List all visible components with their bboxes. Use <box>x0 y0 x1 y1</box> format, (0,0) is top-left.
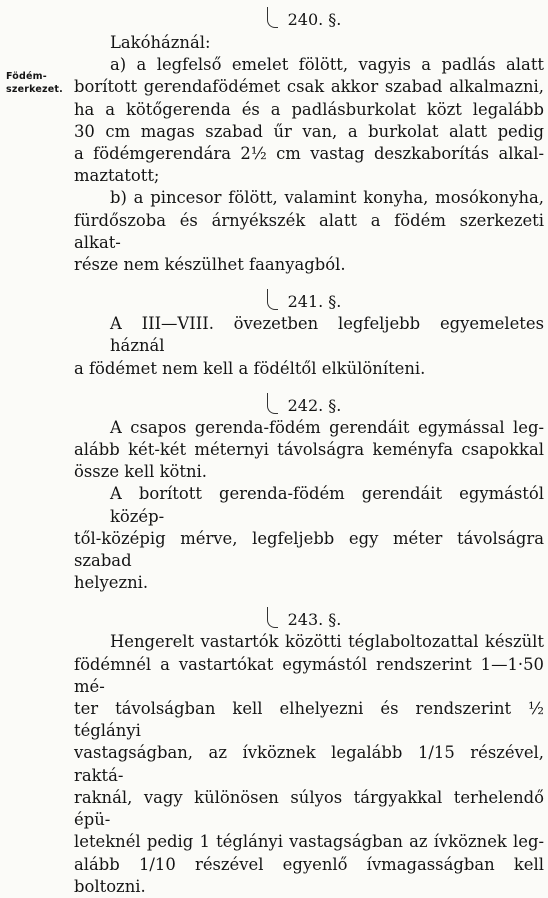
paragraph-line: től-középig mérve, legfeljebb egy méter távolságra szabad <box>74 528 544 571</box>
paragraph-line: alább 1/10 részével egyenlő ívmagasságban kell boltozni. <box>74 854 544 896</box>
paragraph-line: a) a legfelső emelet fölött, vagyis a padlás alatt <box>110 55 544 75</box>
paragraph-line: b) a pincesor fölött, valamint konyha, mosókonyha, <box>110 188 544 208</box>
paragraph-line: borított gerendafödémet csak akkor szabad alkalmazni, <box>74 77 544 97</box>
paragraph-line: födémnél a vastartókat egymástól rendszerint 1—1·50 mé- <box>74 654 544 696</box>
paragraph-line: A borított gerenda-födém gerendáit egymástól közép- <box>110 484 544 526</box>
paragraph-line: 30 cm magas szabad űr van, a burkolat alatt pedig <box>74 121 544 141</box>
section-heading-240 <box>74 4 544 29</box>
section-heading-text: 241. §. <box>287 292 342 312</box>
paragraph-line: A csapos gerenda-födém gerendáit egymással leg- <box>110 417 544 437</box>
section-heading-text: 240. §. <box>287 10 342 29</box>
paragraph-line: alább két-két méternyi távolságra keményfa csapokkal <box>74 440 544 460</box>
paragraph-line: A III—VIII. övezetben legfeljebb egyemeletes háznál <box>110 314 544 356</box>
paragraph-line: raknál, vagy különösen súlyos tárgyakkal terhelendő épü- <box>74 787 544 830</box>
section-heading-text: 242. §. <box>287 395 342 415</box>
paragraph-line: a födémgerendára 2½ cm vastag deszkaborítás alkal- <box>74 144 544 164</box>
section-heading-243 <box>74 604 544 630</box>
paragraph-line: vastagságban, az ívköznek legalább 1/15 részével, raktá- <box>74 743 544 785</box>
document-page <box>74 0 544 898</box>
paragraph-line: ter távolságban kell elhelyezni és rendszerint ½ téglányi <box>74 699 544 741</box>
paragraph-line: leteknél pedig 1 téglányi vastagságban az ívköznek leg- <box>74 832 544 852</box>
section-heading-text: 243. §. <box>287 610 342 630</box>
paragraph-line: helyezni. <box>74 573 149 593</box>
paragraph-line: fürdőszoba és árnyékszék alatt a födém szerkezeti alkat- <box>74 210 544 252</box>
paragraph-line: ha a kötőgerenda és a padlásburkolat közt legalább <box>74 99 544 119</box>
section-heading-241 <box>74 286 544 312</box>
paragraph-line: a födémet nem kell a födéltől elkülöníteni. <box>74 358 426 378</box>
paragraph-line: része nem készülhet faanyagból. <box>74 255 346 275</box>
margin-note-line: Födém- <box>6 71 47 82</box>
paragraph-line: Hengerelt vastartók közötti téglaboltozattal készült <box>110 632 544 652</box>
paragraph-line: maztatott; <box>74 166 160 186</box>
section-heading-242 <box>74 390 544 415</box>
paragraph-line: össze kell kötni. <box>74 462 207 482</box>
margin-note-line: szerkezet. <box>6 84 63 95</box>
margin-note <box>6 70 68 96</box>
paragraph-line: Lakóháznál: <box>110 33 211 52</box>
